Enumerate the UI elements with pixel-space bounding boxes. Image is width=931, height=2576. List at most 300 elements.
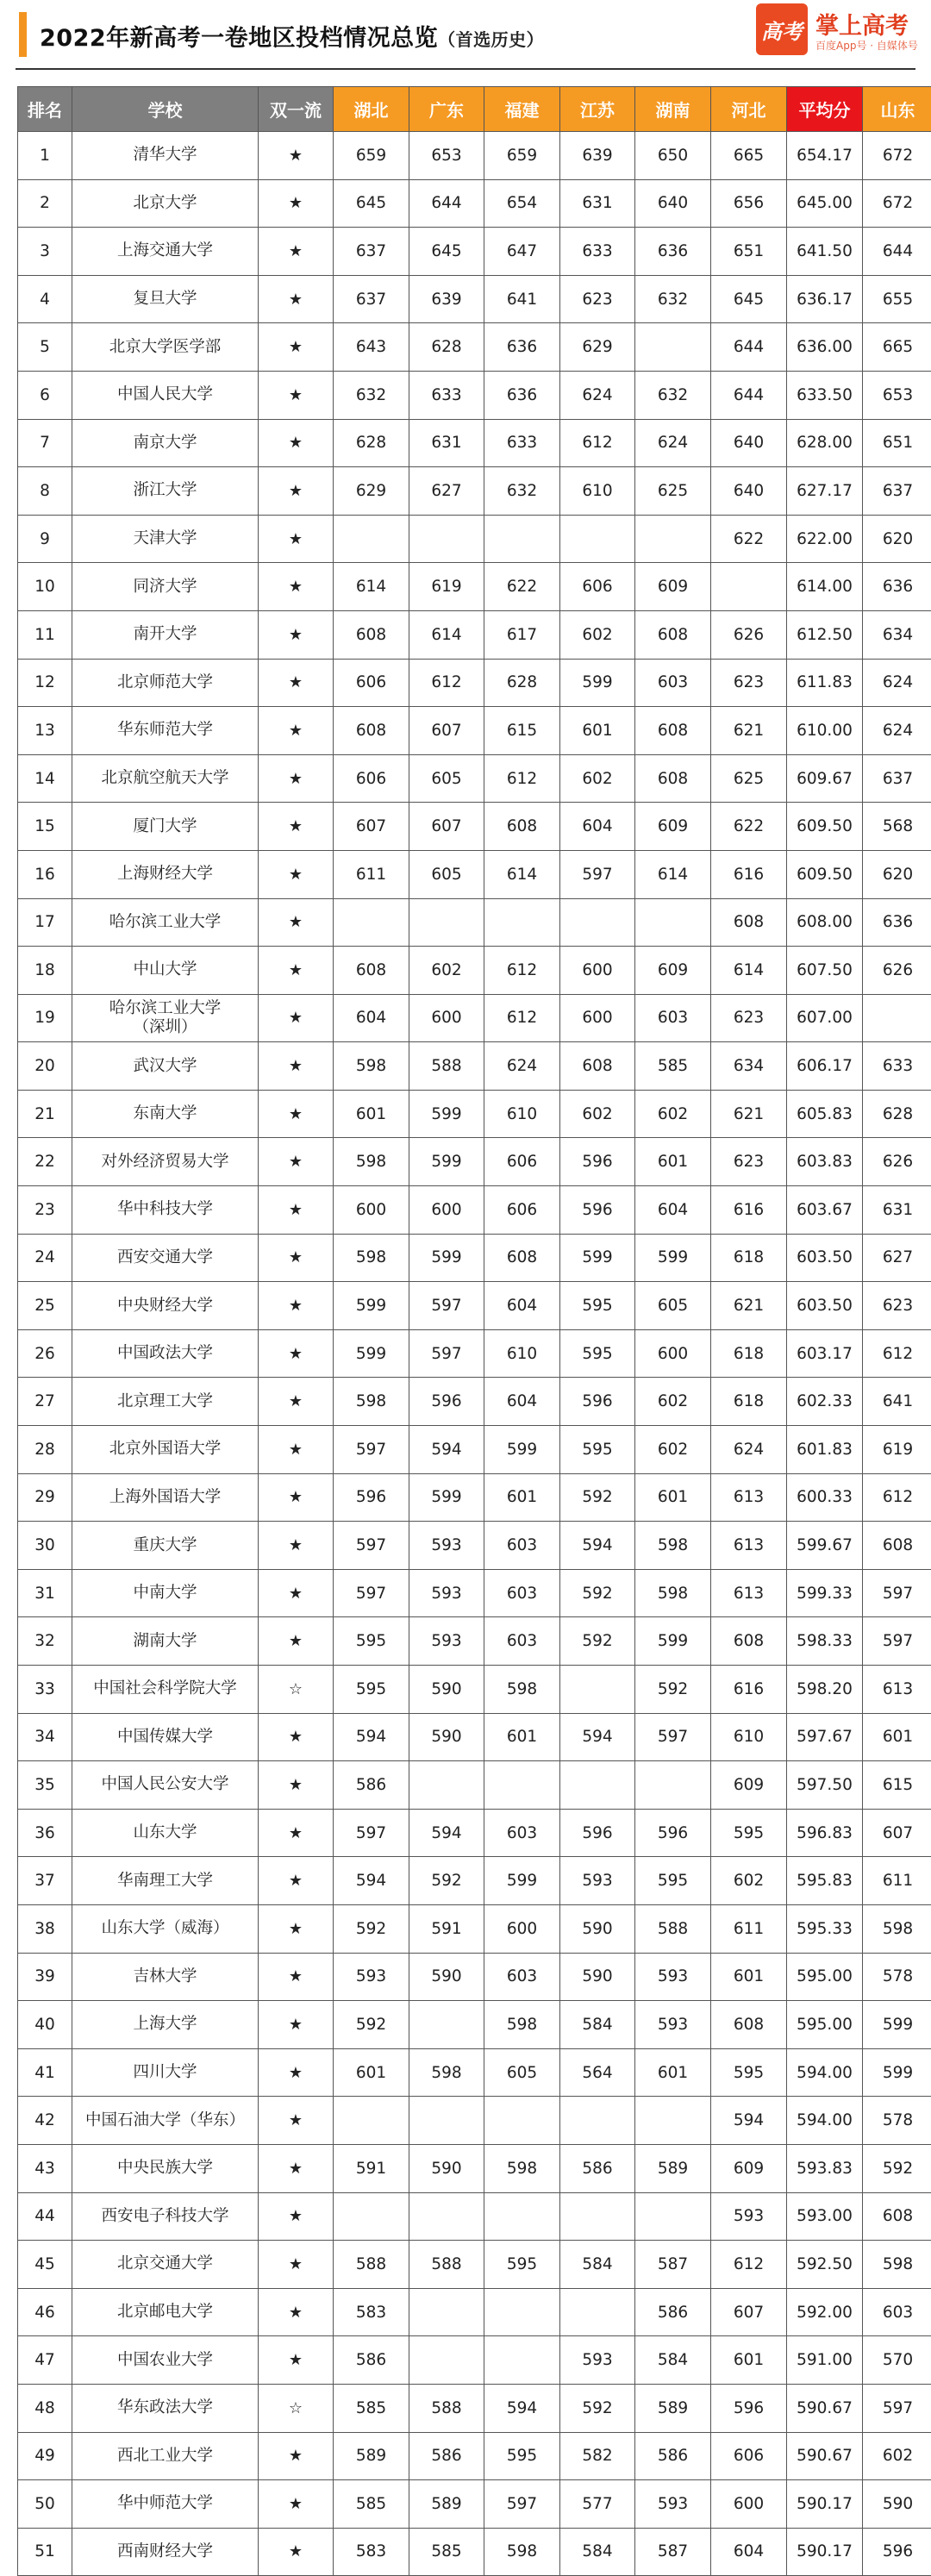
- fujian-cell: 633: [484, 419, 560, 467]
- hunan-cell: 601: [635, 2048, 711, 2097]
- shandong-cell: 599: [863, 2048, 931, 2097]
- hubei-cell: 608: [334, 610, 409, 659]
- school-cell: 对外经济贸易大学: [72, 1138, 259, 1186]
- fujian-cell: 612: [484, 994, 560, 1042]
- jiangsu-cell: 592: [560, 1617, 635, 1666]
- jiangsu-cell: 612: [560, 419, 635, 467]
- guangdong-cell: 588: [409, 1042, 484, 1091]
- average-cell: 592.00: [787, 2288, 863, 2336]
- guangdong-cell: 607: [409, 803, 484, 851]
- fujian-cell: 647: [484, 228, 560, 276]
- school-cell: 重庆大学: [72, 1522, 259, 1570]
- rank-cell: 37: [18, 1857, 72, 1905]
- rank-cell: 32: [18, 1617, 72, 1666]
- hebei-cell: 609: [711, 1761, 787, 1810]
- shandong-cell: 578: [863, 2097, 931, 2145]
- hebei-cell: [711, 563, 787, 611]
- school-cell: 中央财经大学: [72, 1282, 259, 1330]
- guangdong-cell: 628: [409, 323, 484, 372]
- double-first-class-cell: ★: [259, 1617, 334, 1666]
- double-first-class-cell: ★: [259, 179, 334, 228]
- jiangsu-cell: [560, 898, 635, 947]
- column-header: 平均分: [787, 87, 863, 132]
- hebei-cell: 644: [711, 371, 787, 419]
- column-header: 河北: [711, 87, 787, 132]
- table-row: [18, 610, 931, 659]
- hunan-cell: 632: [635, 371, 711, 419]
- double-first-class-cell: ★: [259, 1522, 334, 1570]
- double-first-class-cell: ★: [259, 1473, 334, 1522]
- table-row: [18, 1761, 931, 1810]
- hubei-cell: 586: [334, 1761, 409, 1810]
- shandong-cell: 596: [863, 2528, 931, 2576]
- hunan-cell: 584: [635, 2336, 711, 2385]
- table-row: [18, 467, 931, 516]
- hebei-cell: 593: [711, 2192, 787, 2241]
- guangdong-cell: 590: [409, 1953, 484, 2001]
- double-first-class-cell: ★: [259, 132, 334, 180]
- shandong-cell: 607: [863, 1809, 931, 1857]
- guangdong-cell: [409, 2336, 484, 2385]
- guangdong-cell: 593: [409, 1617, 484, 1666]
- rank-cell: 18: [18, 947, 72, 995]
- hubei-cell: 593: [334, 1953, 409, 2001]
- average-cell: 611.83: [787, 659, 863, 707]
- table-row: [18, 2288, 931, 2336]
- school-cell: 复旦大学: [72, 275, 259, 323]
- hunan-cell: 604: [635, 1186, 711, 1235]
- table-row: [18, 994, 931, 1042]
- hebei-cell: 656: [711, 179, 787, 228]
- hunan-cell: 593: [635, 1953, 711, 2001]
- average-cell: 622.00: [787, 515, 863, 563]
- hubei-cell: 637: [334, 228, 409, 276]
- average-cell: 614.00: [787, 563, 863, 611]
- guangdong-cell: 627: [409, 467, 484, 516]
- average-cell: 598.33: [787, 1617, 863, 1666]
- average-cell: 594.00: [787, 2048, 863, 2097]
- hubei-cell: 588: [334, 2241, 409, 2289]
- table-row: [18, 323, 931, 372]
- table-row: [18, 1473, 931, 1522]
- fujian-cell: 608: [484, 1234, 560, 1282]
- guangdong-cell: [409, 898, 484, 947]
- average-cell: 628.00: [787, 419, 863, 467]
- jiangsu-cell: 592: [560, 2384, 635, 2432]
- rank-cell: 4: [18, 275, 72, 323]
- table-row: [18, 1857, 931, 1905]
- school-cell: 厦门大学: [72, 803, 259, 851]
- hebei-cell: 613: [711, 1569, 787, 1617]
- shandong-cell: 651: [863, 419, 931, 467]
- jiangsu-cell: 582: [560, 2432, 635, 2480]
- jiangsu-cell: 623: [560, 275, 635, 323]
- shandong-cell: 599: [863, 2001, 931, 2049]
- jiangsu-cell: 586: [560, 2144, 635, 2192]
- average-cell: 603.50: [787, 1282, 863, 1330]
- double-first-class-cell: ★: [259, 2097, 334, 2145]
- average-cell: 590.17: [787, 2480, 863, 2529]
- double-first-class-cell: ★: [259, 1426, 334, 1474]
- rank-cell: 42: [18, 2097, 72, 2145]
- double-first-class-cell: ★: [259, 419, 334, 467]
- guangdong-cell: [409, 2001, 484, 2049]
- hubei-cell: 659: [334, 132, 409, 180]
- guangdong-cell: 588: [409, 2384, 484, 2432]
- hebei-cell: 621: [711, 1282, 787, 1330]
- average-cell: 607.50: [787, 947, 863, 995]
- double-first-class-cell: ★: [259, 515, 334, 563]
- hunan-cell: 609: [635, 563, 711, 611]
- hubei-cell: 592: [334, 1904, 409, 1953]
- column-header: 学校: [72, 87, 259, 132]
- shandong-cell: 608: [863, 1522, 931, 1570]
- guangdong-cell: 585: [409, 2528, 484, 2576]
- jiangsu-cell: 564: [560, 2048, 635, 2097]
- guangdong-cell: 631: [409, 419, 484, 467]
- guangdong-cell: 599: [409, 1473, 484, 1522]
- shandong-cell: 672: [863, 132, 931, 180]
- guangdong-cell: 614: [409, 610, 484, 659]
- hunan-cell: 640: [635, 179, 711, 228]
- shandong-cell: 636: [863, 563, 931, 611]
- jiangsu-cell: 592: [560, 1569, 635, 1617]
- average-cell: 595.33: [787, 1904, 863, 1953]
- double-first-class-cell: ★: [259, 1904, 334, 1953]
- average-cell: 599.67: [787, 1522, 863, 1570]
- fujian-cell: 608: [484, 803, 560, 851]
- hubei-cell: 594: [334, 1713, 409, 1761]
- shandong-cell: 592: [863, 2144, 931, 2192]
- double-first-class-cell: ☆: [259, 2384, 334, 2432]
- shandong-cell: 597: [863, 1569, 931, 1617]
- hebei-cell: 616: [711, 850, 787, 898]
- guangdong-cell: 600: [409, 1186, 484, 1235]
- table-row: [18, 1666, 931, 1714]
- hubei-cell: [334, 2192, 409, 2241]
- school-cell: 上海财经大学: [72, 850, 259, 898]
- double-first-class-cell: ★: [259, 994, 334, 1042]
- shandong-cell: 612: [863, 1473, 931, 1522]
- fujian-cell: 605: [484, 2048, 560, 2097]
- double-first-class-cell: ★: [259, 754, 334, 803]
- school-cell: 吉林大学: [72, 1953, 259, 2001]
- average-cell: 603.17: [787, 1329, 863, 1378]
- table-row: [18, 2241, 931, 2289]
- hebei-cell: 602: [711, 1857, 787, 1905]
- guangdong-cell: 590: [409, 1713, 484, 1761]
- hunan-cell: 587: [635, 2528, 711, 2576]
- column-header: 广东: [409, 87, 484, 132]
- average-cell: 609.50: [787, 850, 863, 898]
- jiangsu-cell: 599: [560, 659, 635, 707]
- school-cell: 南京大学: [72, 419, 259, 467]
- hubei-cell: 608: [334, 707, 409, 755]
- hubei-cell: 592: [334, 2001, 409, 2049]
- average-cell: 606.17: [787, 1042, 863, 1091]
- school-cell: 中国石油大学（华东）: [72, 2097, 259, 2145]
- guangdong-cell: 590: [409, 2144, 484, 2192]
- jiangsu-cell: 593: [560, 2336, 635, 2385]
- shandong-cell: 613: [863, 1666, 931, 1714]
- rank-cell: 50: [18, 2480, 72, 2529]
- guangdong-cell: 645: [409, 228, 484, 276]
- shandong-cell: 644: [863, 228, 931, 276]
- fujian-cell: [484, 2288, 560, 2336]
- school-cell: 上海外国语大学: [72, 1473, 259, 1522]
- hebei-cell: 644: [711, 323, 787, 372]
- column-header: 双一流: [259, 87, 334, 132]
- double-first-class-cell: ★: [259, 1569, 334, 1617]
- hebei-cell: 618: [711, 1378, 787, 1426]
- guangdong-cell: 599: [409, 1234, 484, 1282]
- fujian-cell: 598: [484, 2528, 560, 2576]
- double-first-class-cell: ★: [259, 1138, 334, 1186]
- school-cell: 同济大学: [72, 563, 259, 611]
- guangdong-cell: 605: [409, 754, 484, 803]
- guangdong-cell: 600: [409, 994, 484, 1042]
- hunan-cell: 624: [635, 419, 711, 467]
- double-first-class-cell: ★: [259, 1857, 334, 1905]
- hunan-cell: [635, 2192, 711, 2241]
- hunan-cell: 632: [635, 275, 711, 323]
- double-first-class-cell: ★: [259, 2288, 334, 2336]
- double-first-class-cell: ★: [259, 1378, 334, 1426]
- fujian-cell: 636: [484, 371, 560, 419]
- hubei-cell: 599: [334, 1329, 409, 1378]
- table-row: [18, 1042, 931, 1091]
- shandong-cell: 631: [863, 1186, 931, 1235]
- shandong-cell: 568: [863, 803, 931, 851]
- average-cell: 601.83: [787, 1426, 863, 1474]
- guangdong-cell: 597: [409, 1329, 484, 1378]
- shandong-cell: 624: [863, 707, 931, 755]
- hebei-cell: 622: [711, 515, 787, 563]
- fujian-cell: 603: [484, 1809, 560, 1857]
- admission-table: [17, 86, 931, 2576]
- average-cell: 609.67: [787, 754, 863, 803]
- hubei-cell: 637: [334, 275, 409, 323]
- guangdong-cell: 594: [409, 1426, 484, 1474]
- hebei-cell: 594: [711, 2097, 787, 2145]
- shandong-cell: 578: [863, 1953, 931, 2001]
- average-cell: 605.83: [787, 1090, 863, 1138]
- rank-cell: 48: [18, 2384, 72, 2432]
- guangdong-cell: 598: [409, 2048, 484, 2097]
- hunan-cell: 609: [635, 803, 711, 851]
- jiangsu-cell: 595: [560, 1329, 635, 1378]
- rank-cell: 36: [18, 1809, 72, 1857]
- hubei-cell: 608: [334, 947, 409, 995]
- fujian-cell: 598: [484, 2144, 560, 2192]
- hubei-cell: 597: [334, 1522, 409, 1570]
- school-cell: 华东政法大学: [72, 2384, 259, 2432]
- fujian-cell: [484, 2097, 560, 2145]
- table-row: [18, 563, 931, 611]
- jiangsu-cell: 590: [560, 1953, 635, 2001]
- rank-cell: 9: [18, 515, 72, 563]
- shandong-cell: 623: [863, 1282, 931, 1330]
- school-cell: 华南理工大学: [72, 1857, 259, 1905]
- fujian-cell: 598: [484, 1666, 560, 1714]
- guangdong-cell: 588: [409, 2241, 484, 2289]
- shandong-cell: 612: [863, 1329, 931, 1378]
- double-first-class-cell: ★: [259, 610, 334, 659]
- table-row: [18, 2336, 931, 2385]
- table-row: [18, 228, 931, 276]
- hubei-cell: 611: [334, 850, 409, 898]
- hubei-cell: 597: [334, 1809, 409, 1857]
- column-header: 湖北: [334, 87, 409, 132]
- average-cell: 633.50: [787, 371, 863, 419]
- hubei-cell: 597: [334, 1426, 409, 1474]
- fujian-cell: 624: [484, 1042, 560, 1091]
- logo-glyph: 高考: [761, 15, 803, 45]
- hebei-cell: 621: [711, 1090, 787, 1138]
- guangdong-cell: 593: [409, 1522, 484, 1570]
- hunan-cell: 596: [635, 1809, 711, 1857]
- table-row: [18, 2480, 931, 2529]
- school-cell: 中国人民大学: [72, 371, 259, 419]
- school-cell: 武汉大学: [72, 1042, 259, 1091]
- rank-cell: 46: [18, 2288, 72, 2336]
- hubei-cell: 598: [334, 1234, 409, 1282]
- shandong-cell: 598: [863, 1904, 931, 1953]
- hubei-cell: 583: [334, 2288, 409, 2336]
- shandong-cell: 597: [863, 1617, 931, 1666]
- jiangsu-cell: 601: [560, 707, 635, 755]
- hunan-cell: 593: [635, 2480, 711, 2529]
- school-cell: 浙江大学: [72, 467, 259, 516]
- hunan-cell: 636: [635, 228, 711, 276]
- rank-cell: 45: [18, 2241, 72, 2289]
- jiangsu-cell: [560, 2288, 635, 2336]
- average-cell: 607.00: [787, 994, 863, 1042]
- table-row: [18, 1282, 931, 1330]
- page-title: [40, 19, 544, 53]
- hebei-cell: 624: [711, 1426, 787, 1474]
- fujian-cell: [484, 898, 560, 947]
- fujian-cell: 628: [484, 659, 560, 707]
- shandong-cell: 598: [863, 2241, 931, 2289]
- guangdong-cell: 594: [409, 1809, 484, 1857]
- table-row: [18, 2048, 931, 2097]
- shandong-cell: 603: [863, 2288, 931, 2336]
- hebei-cell: 606: [711, 2432, 787, 2480]
- jiangsu-cell: 584: [560, 2241, 635, 2289]
- guangdong-cell: 644: [409, 179, 484, 228]
- average-cell: 600.33: [787, 1473, 863, 1522]
- rank-cell: 25: [18, 1282, 72, 1330]
- hebei-cell: 612: [711, 2241, 787, 2289]
- shandong-cell: 620: [863, 850, 931, 898]
- rank-cell: 34: [18, 1713, 72, 1761]
- fujian-cell: 617: [484, 610, 560, 659]
- double-first-class-cell: ★: [259, 1809, 334, 1857]
- hubei-cell: 645: [334, 179, 409, 228]
- hubei-cell: 586: [334, 2336, 409, 2385]
- table-row: [18, 707, 931, 755]
- average-cell: 608.00: [787, 898, 863, 947]
- school-cell: 西北工业大学: [72, 2432, 259, 2480]
- table-row: [18, 132, 931, 180]
- title-text: 2022年新高考一卷地区投档情况总览: [40, 25, 438, 52]
- column-header: 湖南: [635, 87, 711, 132]
- guangdong-cell: [409, 2288, 484, 2336]
- hunan-cell: 602: [635, 1426, 711, 1474]
- hebei-cell: 618: [711, 1329, 787, 1378]
- guangdong-cell: 599: [409, 1138, 484, 1186]
- table-row: [18, 803, 931, 851]
- shandong-cell: 637: [863, 754, 931, 803]
- jiangsu-cell: 602: [560, 1090, 635, 1138]
- school-cell: 中国政法大学: [72, 1329, 259, 1378]
- school-cell: 中南大学: [72, 1569, 259, 1617]
- jiangsu-cell: 594: [560, 1522, 635, 1570]
- double-first-class-cell: ★: [259, 2192, 334, 2241]
- school-cell: 北京邮电大学: [72, 2288, 259, 2336]
- hunan-cell: 595: [635, 1857, 711, 1905]
- hebei-cell: 634: [711, 1042, 787, 1091]
- hunan-cell: [635, 515, 711, 563]
- hunan-cell: 602: [635, 1378, 711, 1426]
- average-cell: 592.50: [787, 2241, 863, 2289]
- average-cell: 594.00: [787, 2097, 863, 2145]
- school-cell: 华中师范大学: [72, 2480, 259, 2529]
- average-cell: 603.50: [787, 1234, 863, 1282]
- shandong-cell: [863, 994, 931, 1042]
- fujian-cell: 606: [484, 1138, 560, 1186]
- hunan-cell: [635, 898, 711, 947]
- hubei-cell: 585: [334, 2384, 409, 2432]
- rank-cell: 43: [18, 2144, 72, 2192]
- hunan-cell: 605: [635, 1282, 711, 1330]
- fujian-cell: 604: [484, 1282, 560, 1330]
- hebei-cell: 608: [711, 1617, 787, 1666]
- average-cell: 641.50: [787, 228, 863, 276]
- double-first-class-cell: ★: [259, 563, 334, 611]
- double-first-class-cell: ★: [259, 467, 334, 516]
- shandong-cell: 665: [863, 323, 931, 372]
- hunan-cell: 603: [635, 994, 711, 1042]
- average-cell: 654.17: [787, 132, 863, 180]
- hubei-cell: [334, 515, 409, 563]
- average-cell: 598.20: [787, 1666, 863, 1714]
- shandong-cell: 590: [863, 2480, 931, 2529]
- double-first-class-cell: ★: [259, 2480, 334, 2529]
- table-row: [18, 1617, 931, 1666]
- hunan-cell: 603: [635, 659, 711, 707]
- hubei-cell: 643: [334, 323, 409, 372]
- column-header: 江苏: [560, 87, 635, 132]
- guangdong-cell: 586: [409, 2432, 484, 2480]
- double-first-class-cell: ★: [259, 850, 334, 898]
- hunan-cell: 593: [635, 2001, 711, 2049]
- jiangsu-cell: 593: [560, 1857, 635, 1905]
- table-row: [18, 2001, 931, 2049]
- guangdong-cell: [409, 2192, 484, 2241]
- hubei-cell: 629: [334, 467, 409, 516]
- double-first-class-cell: ★: [259, 2144, 334, 2192]
- fujian-cell: 606: [484, 1186, 560, 1235]
- fujian-cell: 595: [484, 2432, 560, 2480]
- hunan-cell: 589: [635, 2384, 711, 2432]
- guangdong-cell: 653: [409, 132, 484, 180]
- jiangsu-cell: 633: [560, 228, 635, 276]
- shandong-cell: 627: [863, 1234, 931, 1282]
- fujian-cell: 603: [484, 1522, 560, 1570]
- hunan-cell: 599: [635, 1234, 711, 1282]
